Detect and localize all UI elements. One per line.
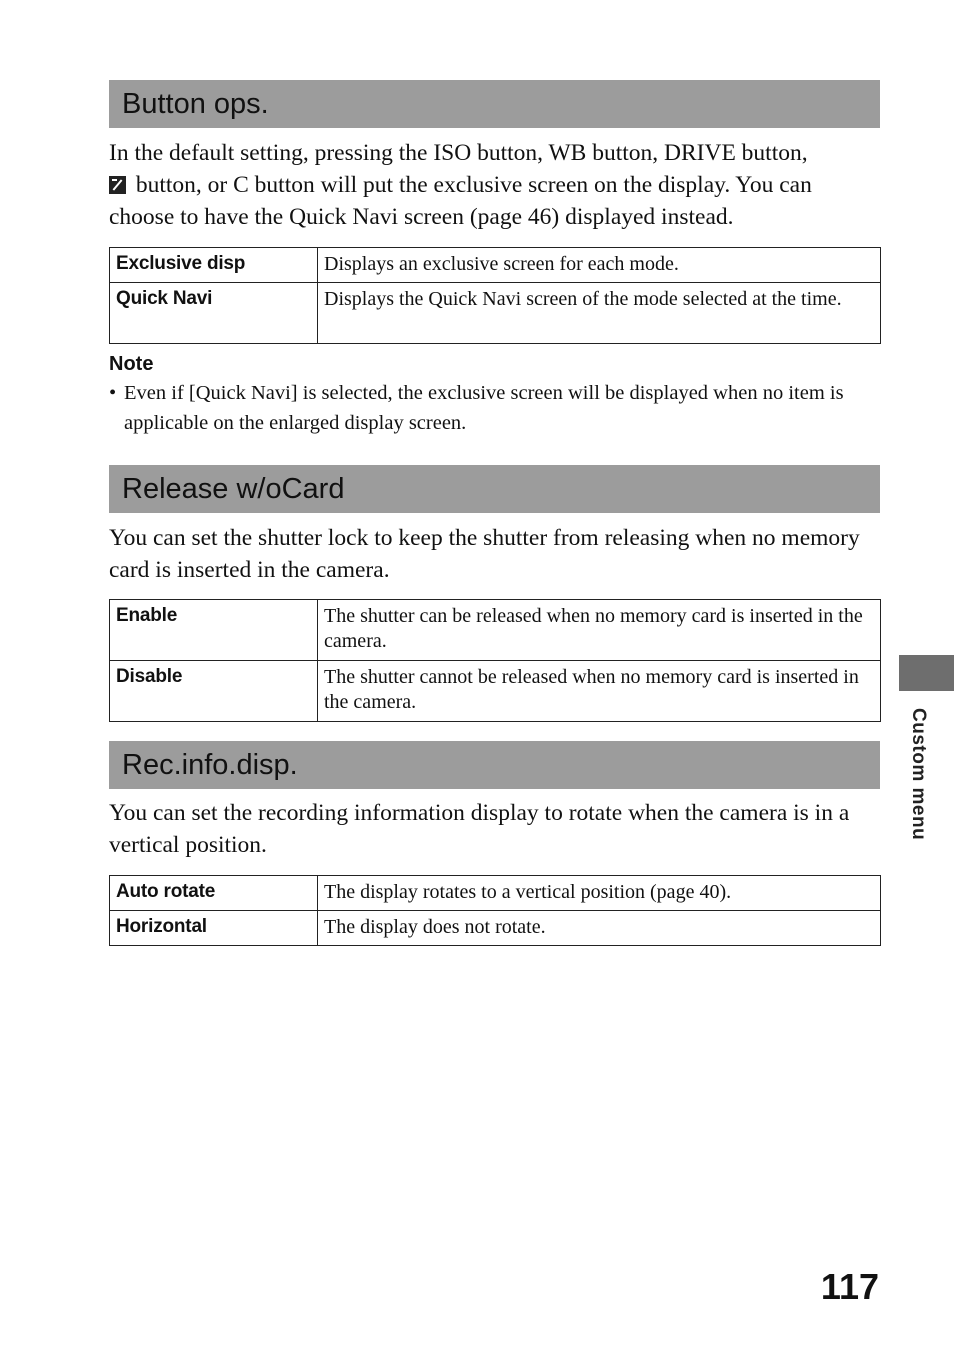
release-wocard-table	[109, 599, 881, 722]
button-ops-table	[109, 247, 881, 344]
note-text: Even if [Quick Navi] is selected, the exclusive screen will be displayed when no item is applicable on the enlarged display screen.	[124, 382, 844, 434]
option-description: Displays the Quick Navi screen of the mode selected at the time.	[318, 283, 881, 344]
option-key: Auto rotate	[110, 876, 318, 911]
exposure-compensation-icon	[109, 176, 126, 194]
table-row	[110, 600, 881, 661]
option-key: Horizontal	[110, 911, 318, 946]
table-row	[110, 248, 881, 283]
button-ops-intro	[109, 137, 889, 233]
note-heading: Note	[109, 353, 154, 375]
intro-line-2: button, or C button will put the exclusive screen on the display. You can	[135, 172, 812, 198]
option-key: Exclusive disp	[110, 248, 318, 283]
option-description: The display rotates to a vertical position (page 40).	[318, 876, 881, 911]
table-row	[110, 911, 881, 946]
section-title-button-ops: Button ops.	[109, 80, 880, 128]
option-key: Disable	[110, 661, 318, 722]
option-key: Quick Navi	[110, 283, 318, 344]
rec-info-disp-intro: You can set the recording information display to rotate when the camera is in a vertical position.	[109, 800, 850, 858]
option-description: The display does not rotate.	[318, 911, 881, 946]
section-title-release-wocard: Release w/oCard	[109, 465, 880, 513]
page-number: 117	[820, 1266, 879, 1307]
table-row	[110, 283, 881, 344]
table-row	[110, 661, 881, 722]
chapter-tab-label: Custom menu	[908, 708, 929, 841]
option-key: Enable	[110, 600, 318, 661]
note-item	[109, 378, 869, 438]
section-title-rec-info-disp: Rec.info.disp.	[109, 741, 880, 789]
table-row	[110, 876, 881, 911]
rec-info-disp-table	[109, 875, 881, 946]
release-wocard-intro: You can set the shutter lock to keep the shutter from releasing when no memory card is inserted in the camera.	[109, 525, 860, 583]
bullet-marker: •	[109, 382, 117, 404]
option-description: The shutter cannot be released when no memory card is inserted in the camera.	[318, 661, 881, 722]
chapter-tab-marker	[899, 655, 954, 691]
intro-line-3: choose to have the Quick Navi screen (page 46) displayed instead.	[109, 204, 734, 230]
option-description: The shutter can be released when no memory card is inserted in the camera.	[318, 600, 881, 661]
option-description: Displays an exclusive screen for each mode.	[318, 248, 881, 283]
intro-line-1: In the default setting, pressing the ISO button, WB button, DRIVE button,	[109, 140, 808, 166]
